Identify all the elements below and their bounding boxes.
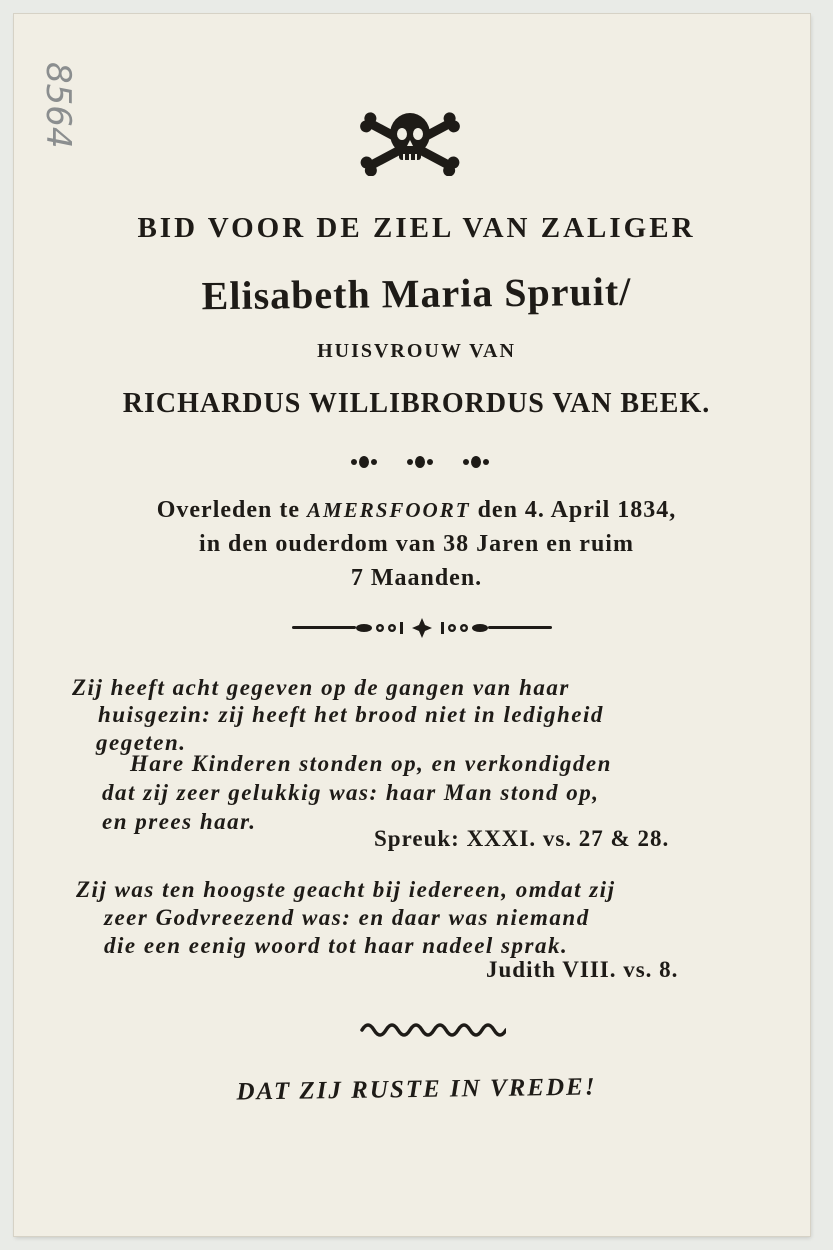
verse-1-line: huisgezin: zij heeft het brood niet in ledigheid: [98, 702, 604, 727]
verse-1-reference: Spreuk: XXXI. vs. 27 & 28.: [374, 826, 670, 851]
relation-label: HUISVROUW VAN: [317, 340, 516, 362]
scroll-rule: [292, 618, 552, 638]
death-place: AMERSFOORT: [307, 498, 471, 522]
closing-phrase: DAT ZIJ RUSTE IN VREDE!: [236, 1073, 597, 1106]
heading: BID VOOR DE ZIEL VAN ZALIGER: [137, 212, 696, 244]
inventory-number: 8564: [38, 62, 78, 149]
verse-2-line: die een eenig woord tot haar nadeel sprak.: [104, 933, 569, 958]
verse-2-reference: Judith VIII. vs. 8.: [486, 957, 679, 982]
verse-1-line: en prees haar.: [102, 809, 257, 834]
husband-name: RICHARDUS WILLIBRORDUS VAN BEEK.: [122, 388, 711, 419]
skull-crossbones-icon: [355, 104, 465, 176]
verse-1-line: dat zij zeer gelukkig was: haar Man stond op,: [102, 780, 600, 805]
death-notice: [0, 493, 833, 595]
death-date: den 4. April 1834,: [477, 497, 677, 523]
death-line-3: 7 Maanden.: [350, 565, 483, 591]
verse-1-line: Hare Kinderen stonden op, en verkondigden: [130, 751, 612, 776]
ornament-divider: [348, 452, 494, 472]
death-line-1: [0, 493, 833, 527]
deceased-name: Elisabeth Maria Spruit/: [201, 268, 632, 319]
death-line-2: in den ouderdom van 38 Jaren en ruim: [199, 531, 634, 557]
verse-2-line: zeer Godvreezend was: en daar was niemand: [104, 905, 590, 930]
death-prefix: Overleden te: [156, 497, 301, 523]
verse-1-line: Zij heeft acht gegeven op de gangen van haar: [72, 675, 570, 700]
verse-2-line: Zij was ten hoogste geacht bij iedereen, omdat zij: [76, 877, 616, 902]
verse-1-line: gegeten.: [96, 730, 187, 755]
wavy-ornament: [360, 1018, 506, 1038]
